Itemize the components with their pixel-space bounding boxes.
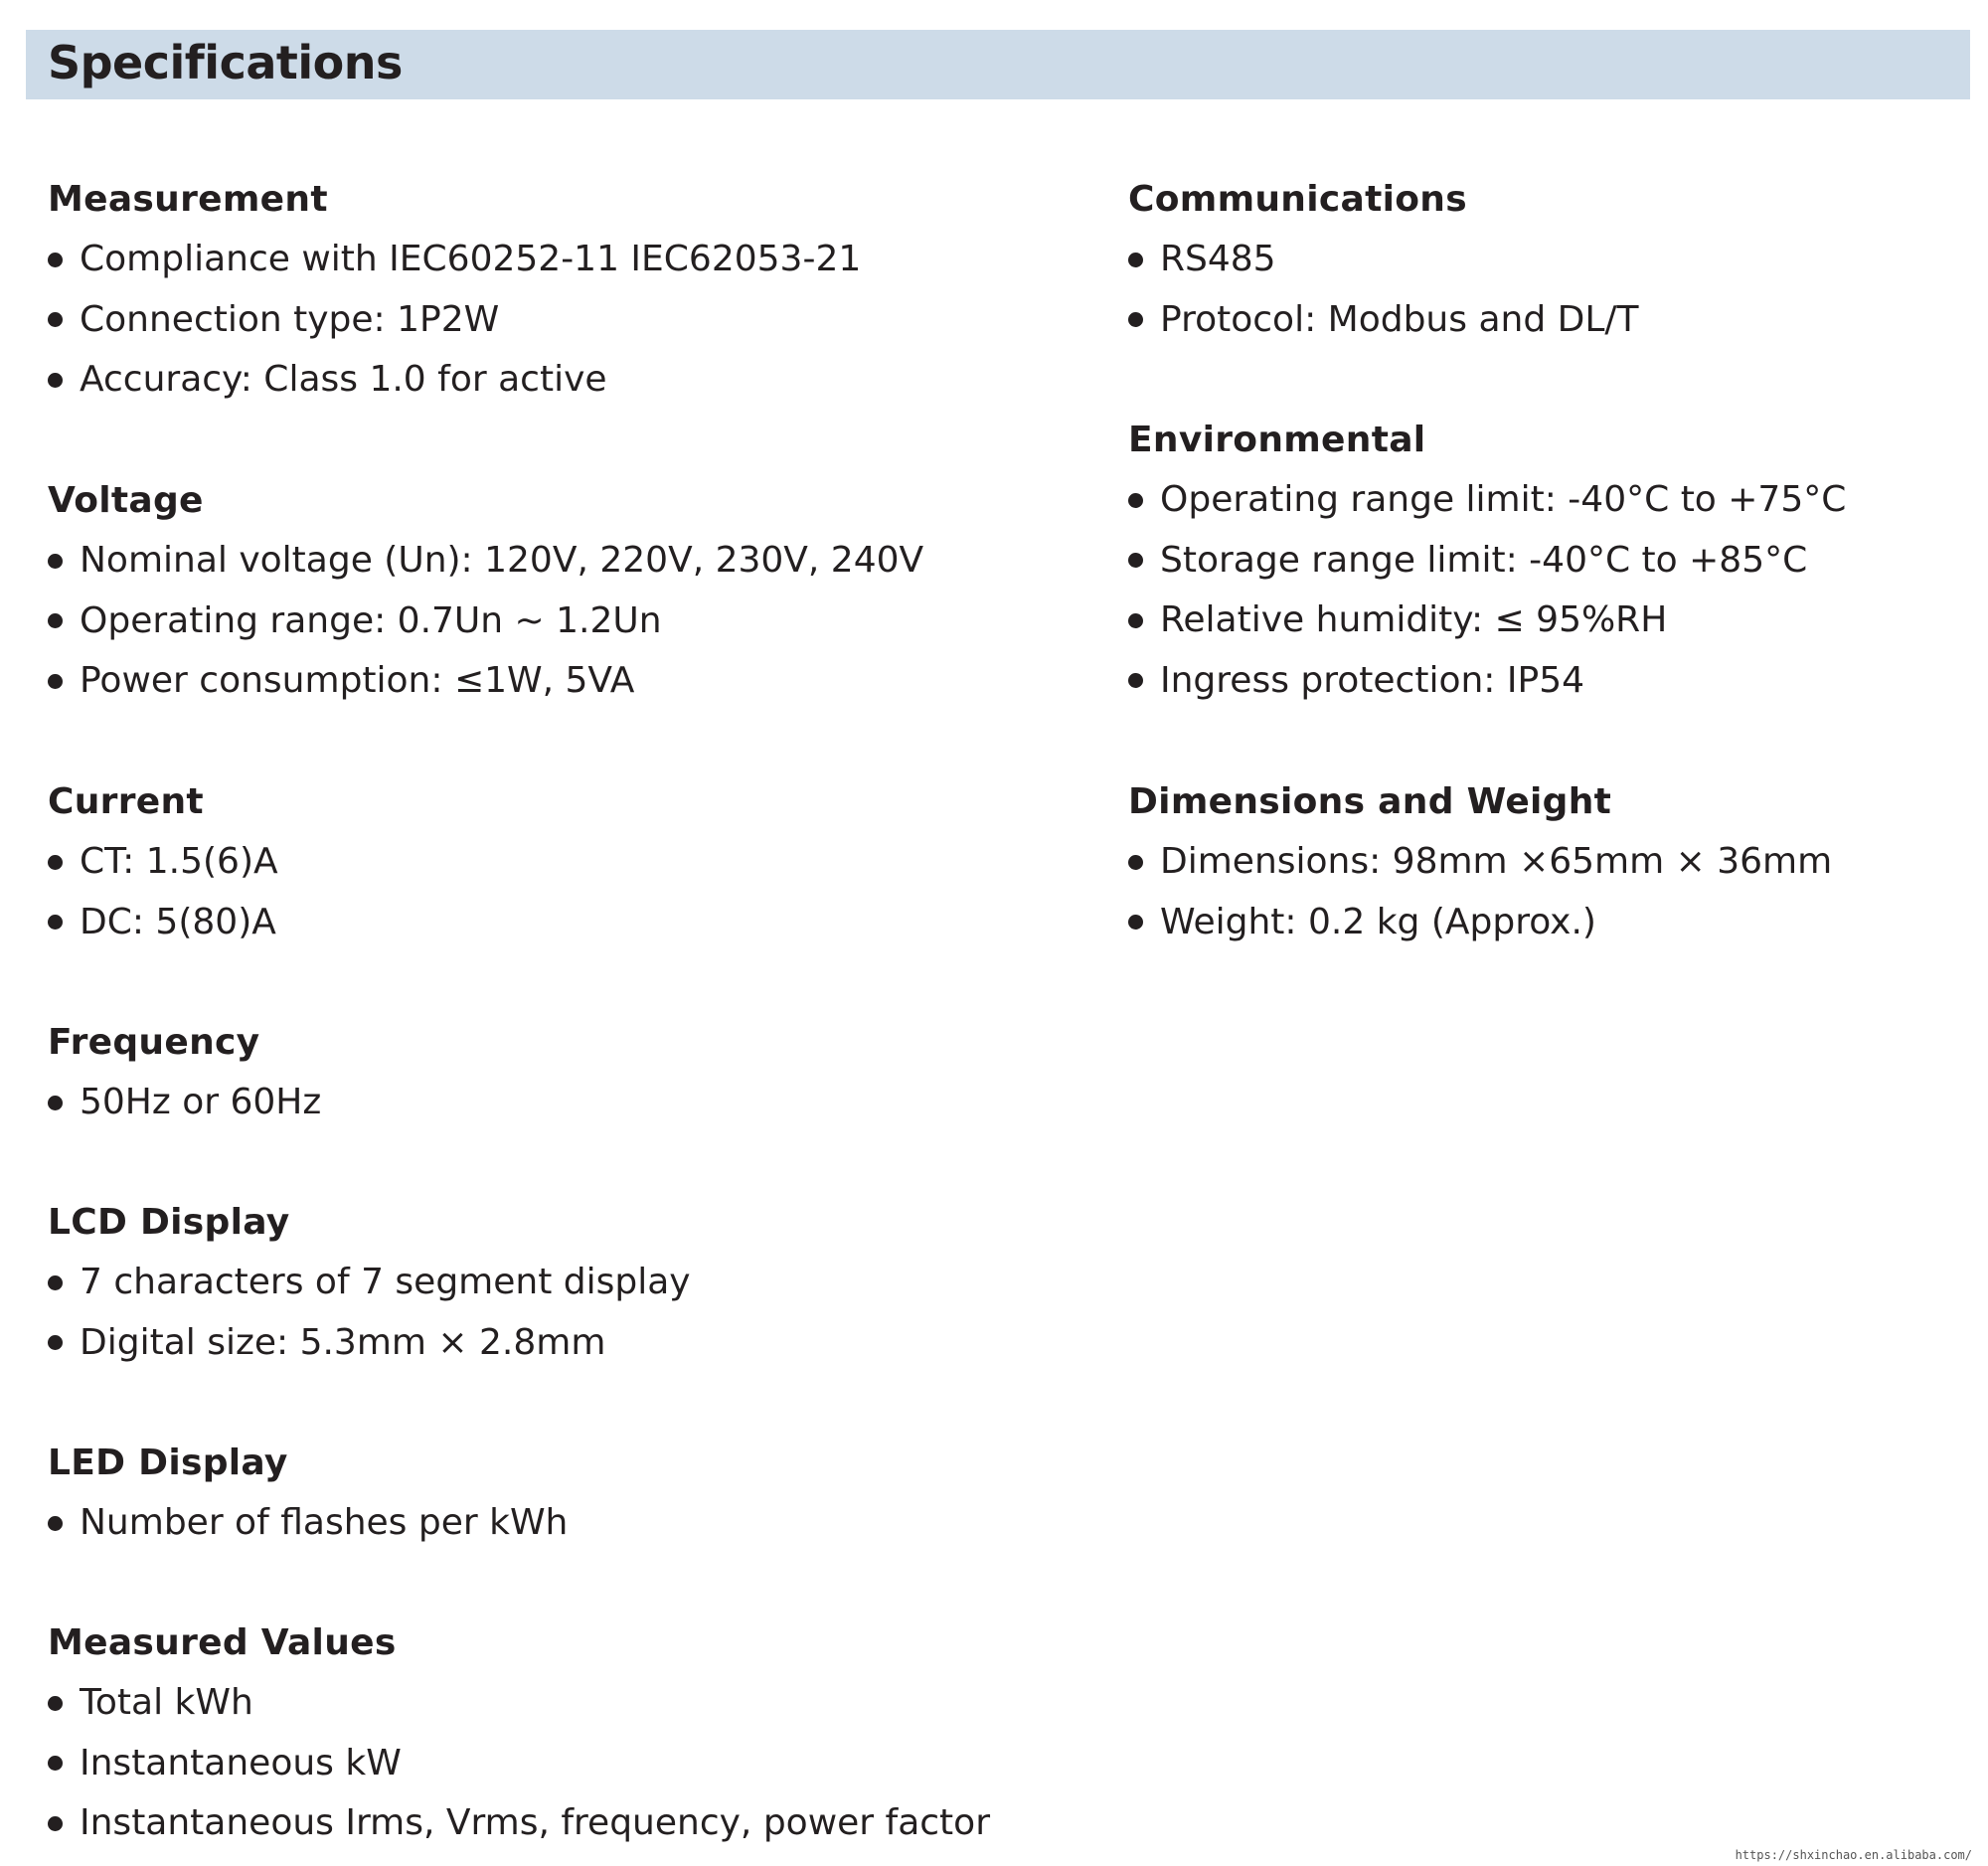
bullet-icon — [48, 1516, 63, 1531]
section-title: Frequency — [48, 1022, 260, 1063]
section-title: LED Display — [48, 1442, 288, 1483]
list-item — [48, 1313, 691, 1374]
section-environmental — [1128, 411, 1846, 711]
bullet-icon — [48, 1696, 63, 1711]
item-text: Instantaneous Irms, Vrms, frequency, power factor — [80, 1802, 990, 1844]
section-led-display — [48, 1434, 568, 1554]
section-title: LCD Display — [48, 1202, 290, 1243]
bullet-icon — [48, 1096, 63, 1110]
section-dimensions-weight — [1128, 772, 1832, 952]
item-text: Compliance with IEC60252-11 IEC62053-21 — [80, 239, 862, 280]
list-item — [48, 1793, 990, 1854]
item-text: Ingress protection: IP54 — [1160, 659, 1585, 701]
bullet-icon — [48, 253, 63, 267]
section-voltage — [48, 471, 923, 712]
item-text: 7 characters of 7 segment display — [80, 1262, 691, 1303]
section-title: Communications — [1128, 179, 1467, 220]
bullet-icon — [48, 915, 63, 930]
item-text: Nominal voltage (Un): 120V, 220V, 230V, 240V — [80, 540, 924, 582]
item-text: Accuracy: Class 1.0 for active — [80, 359, 607, 401]
list-item — [48, 592, 923, 652]
item-text: Power consumption: ≤1W, 5VA — [80, 660, 635, 702]
item-text: Weight: 0.2 kg (Approx.) — [1160, 901, 1596, 942]
bullet-icon — [1128, 673, 1143, 688]
item-text: Relative humidity: ≤ 95%RH — [1160, 599, 1668, 641]
list-item — [1128, 591, 1846, 651]
section-title: Dimensions and Weight — [1128, 781, 1612, 822]
bullet-icon — [48, 554, 63, 569]
bullet-icon — [48, 1756, 63, 1771]
section-title: Measured Values — [48, 1622, 397, 1663]
list-item — [48, 651, 923, 712]
bullet-icon — [48, 613, 63, 628]
list-item — [48, 1493, 568, 1554]
list-item — [48, 1073, 321, 1133]
item-text: Dimensions: 98mm ×65mm × 36mm — [1160, 841, 1833, 883]
bullet-icon — [1128, 493, 1143, 508]
bullet-icon — [1128, 855, 1143, 870]
section-measured-values — [48, 1613, 990, 1854]
watermark-url: https://shxinchao.en.alibaba.com/ — [1735, 1848, 1972, 1862]
section-title: Current — [48, 781, 204, 822]
bullet-icon — [48, 1275, 63, 1290]
list-item — [48, 893, 278, 953]
list-item — [48, 1734, 990, 1794]
list-item — [48, 1673, 990, 1734]
bullet-icon — [48, 373, 63, 388]
item-text: Storage range limit: -40°C to +85°C — [1160, 539, 1808, 581]
list-item — [48, 230, 861, 290]
item-text: Protocol: Modbus and DL/T — [1160, 298, 1639, 340]
bullet-icon — [1128, 613, 1143, 628]
item-text: Number of flashes per kWh — [80, 1502, 569, 1544]
item-text: 50Hz or 60Hz — [80, 1082, 322, 1123]
list-item — [1128, 290, 1639, 351]
bullet-icon — [48, 1816, 63, 1831]
list-item — [48, 350, 861, 411]
section-title: Environmental — [1128, 420, 1426, 460]
list-item — [1128, 531, 1846, 592]
item-text: DC: 5(80)A — [80, 901, 276, 942]
section-communications — [1128, 170, 1639, 350]
bullet-icon — [1128, 553, 1143, 568]
bullet-icon — [1128, 915, 1143, 930]
list-item — [1128, 470, 1846, 531]
page-title: Specifications — [48, 36, 403, 89]
section-frequency — [48, 1013, 321, 1133]
bullet-icon — [48, 674, 63, 689]
list-item — [48, 832, 278, 893]
section-title: Voltage — [48, 480, 204, 521]
item-text: Operating range: 0.7Un ~ 1.2Un — [80, 599, 662, 641]
item-text: RS485 — [1160, 239, 1276, 280]
bullet-icon — [48, 1335, 63, 1350]
bullet-icon — [48, 312, 63, 327]
bullet-icon — [1128, 253, 1143, 267]
list-item — [48, 290, 861, 351]
list-item — [1128, 893, 1832, 953]
list-item — [1128, 832, 1832, 893]
list-item — [1128, 230, 1639, 290]
section-measurement — [48, 170, 861, 411]
section-current — [48, 772, 278, 952]
bullet-icon — [48, 855, 63, 870]
list-item — [1128, 651, 1846, 712]
list-item — [48, 531, 923, 592]
list-item — [48, 1253, 691, 1313]
section-lcd-display — [48, 1193, 691, 1373]
item-text: Total kWh — [80, 1682, 253, 1724]
item-text: CT: 1.5(6)A — [80, 841, 278, 883]
section-title: Measurement — [48, 179, 328, 220]
item-text: Instantaneous kW — [80, 1742, 402, 1783]
bullet-icon — [1128, 312, 1143, 327]
item-text: Operating range limit: -40°C to +75°C — [1160, 479, 1847, 521]
item-text: Digital size: 5.3mm × 2.8mm — [80, 1321, 606, 1363]
item-text: Connection type: 1P2W — [80, 298, 500, 340]
